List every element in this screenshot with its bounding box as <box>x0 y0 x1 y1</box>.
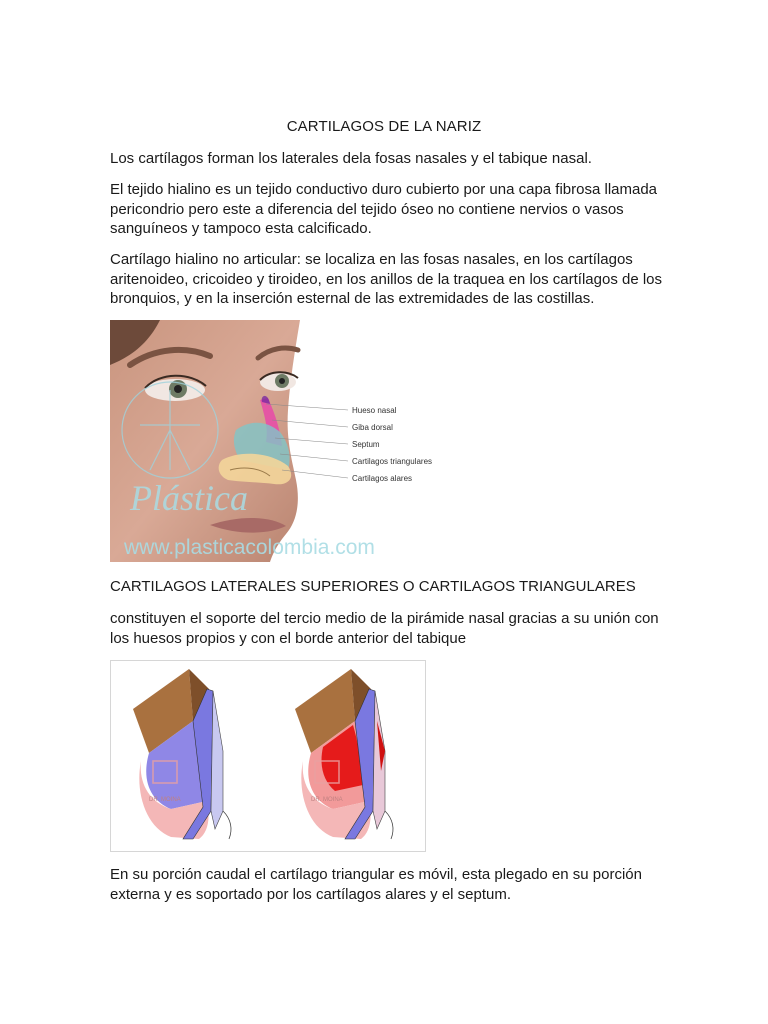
paragraph-text: Cartílago hialino no articular: se localiza en las fosas nasales, en los cartílagos aritenoideo, cricoideo y tiroideo, en los anillos de la <box>110 251 633 288</box>
watermark-logo: Plástica <box>130 478 248 518</box>
traquea-link[interactable]: traquea <box>453 270 505 288</box>
page-title: CARTILAGOS DE LA NARIZ <box>286 118 482 135</box>
label-cartilagos-triangulares: Cartilagos triangulares <box>352 457 433 466</box>
nose-anatomy-figure <box>110 320 440 562</box>
cartilage-diagrams <box>111 661 425 851</box>
watermark-url: www.plasticacolombia.com <box>124 536 375 559</box>
watermark-right: DR. MOINA <box>311 797 343 803</box>
nose-anatomy-illustration <box>110 320 440 562</box>
watermark-left: DR. MOINA <box>149 797 181 803</box>
label-giba-dorsal: Giba dorsal <box>352 423 393 432</box>
paragraph-caudal: En su porción caudal el cartílago triangular es móvil, esta plegado en su porción externa y es soportado por los cartílagos alares y el septum. <box>110 866 642 903</box>
cartilage-diagram-right <box>295 669 393 839</box>
label-cartilagos-alares: Cartilagos alares <box>352 474 413 483</box>
section-heading-triangulares: CARTILAGOS LATERALES SUPERIORES O CARTILAGOS TRIANGULARES <box>110 578 636 595</box>
cartilage-diagram-left <box>133 669 231 839</box>
cartilage-diagrams-figure <box>110 660 426 852</box>
paragraph-hyaline-tissue: El tejido hialino es un tejido conductivo duro cubierto por una capa fibrosa llamada pericondrio pero este a diferencia del tejido óseo no contiene nervios o vasos sanguíneos y tampoco esta calcificado. <box>110 181 658 237</box>
paragraph-hyaline-cartilage <box>110 250 670 309</box>
paragraph-intro: Los cartílagos forman los laterales dela fosas nasales y el tabique nasal. <box>110 150 592 167</box>
label-hueso-nasal: Hueso nasal <box>352 406 397 415</box>
paragraph-support: constituyen el soporte del tercio medio de la pirámide nasal gracias a su unión con los huesos propios y con el borde anterior del tabique <box>110 610 659 647</box>
label-septum: Septum <box>352 440 380 449</box>
paragraph-text: en los cartílagos de los bronquios, y en la inserción esternal de las extremidades de las costillas. <box>110 270 663 307</box>
